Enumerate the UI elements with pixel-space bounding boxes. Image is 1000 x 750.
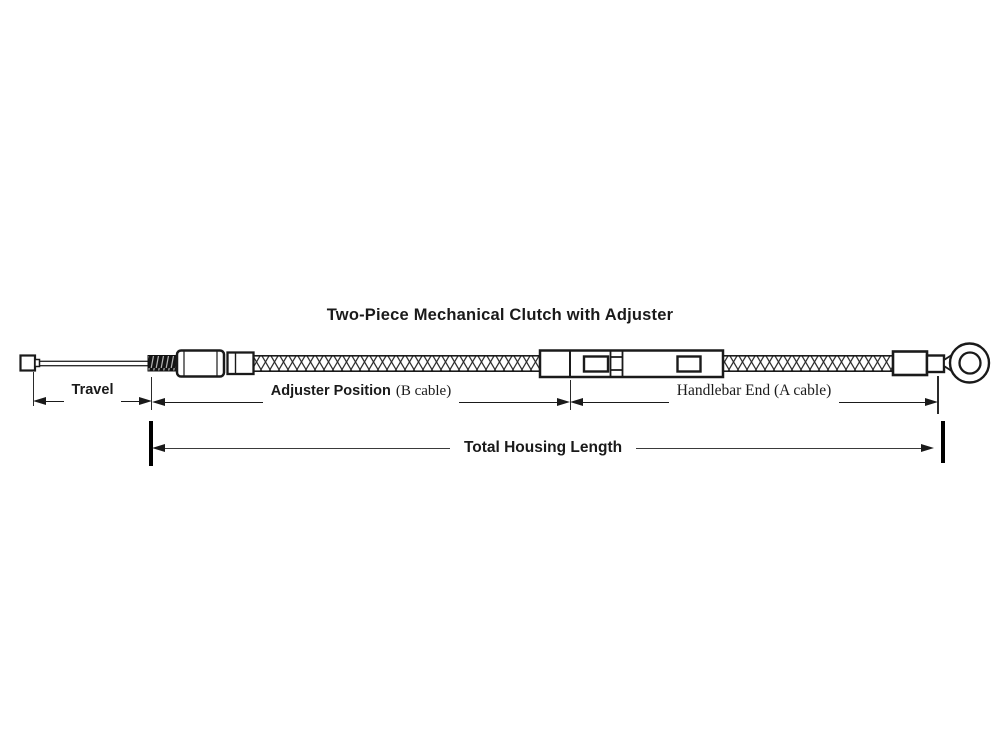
cable-end-barrel: [21, 356, 40, 371]
eyelet-ring: [944, 344, 989, 383]
dimension-line: [121, 401, 139, 402]
dimension-line: [636, 448, 921, 449]
adjuster-position-label: [263, 383, 459, 399]
dimension-handlebar-end: [570, 382, 938, 410]
housing-braid-a-cable: [722, 356, 894, 371]
arrow-right-icon: [921, 444, 934, 452]
dimension-adjuster-position: [152, 383, 570, 410]
total-length-tick-right: [941, 421, 945, 463]
inner-cable: [36, 361, 150, 365]
adjuster-threads: [148, 356, 178, 372]
connector-window-1: [584, 357, 608, 372]
handlebar-end-label: Handlebar End (A cable): [676, 382, 832, 400]
arrow-left-icon: [570, 398, 583, 406]
dimension-line: [46, 401, 64, 402]
connector-window-2: [678, 357, 701, 372]
mid-connector: [540, 351, 723, 378]
dimension-line: [583, 402, 669, 403]
b-cable-text: (B cable): [395, 383, 452, 399]
dimension-total-housing-length: [152, 440, 934, 456]
dimension-line: [459, 402, 557, 403]
arrow-right-icon: [557, 398, 570, 406]
arrow-left-icon: [152, 398, 165, 406]
dimension-line: [839, 402, 925, 403]
dimension-line: [165, 402, 263, 403]
diagram-title: Two-Piece Mechanical Clutch with Adjuster: [326, 306, 674, 324]
travel-label: Travel: [71, 381, 114, 398]
adjuster-lock-nut: [228, 353, 254, 375]
adjuster-barrel: [177, 351, 224, 377]
arrow-right-icon: [925, 398, 938, 406]
dimension-line: [165, 448, 450, 449]
arrow-left-icon: [33, 397, 46, 405]
total-housing-length-label: Total Housing Length: [463, 439, 623, 457]
arrow-right-icon: [139, 397, 152, 405]
end-cap: [927, 356, 944, 373]
ferrule: [893, 352, 927, 376]
arrow-left-icon: [152, 444, 165, 452]
dimension-travel: [33, 381, 152, 409]
adjuster-position-text: Adjuster Position: [270, 383, 391, 399]
housing-braid-b-cable: [253, 356, 541, 371]
